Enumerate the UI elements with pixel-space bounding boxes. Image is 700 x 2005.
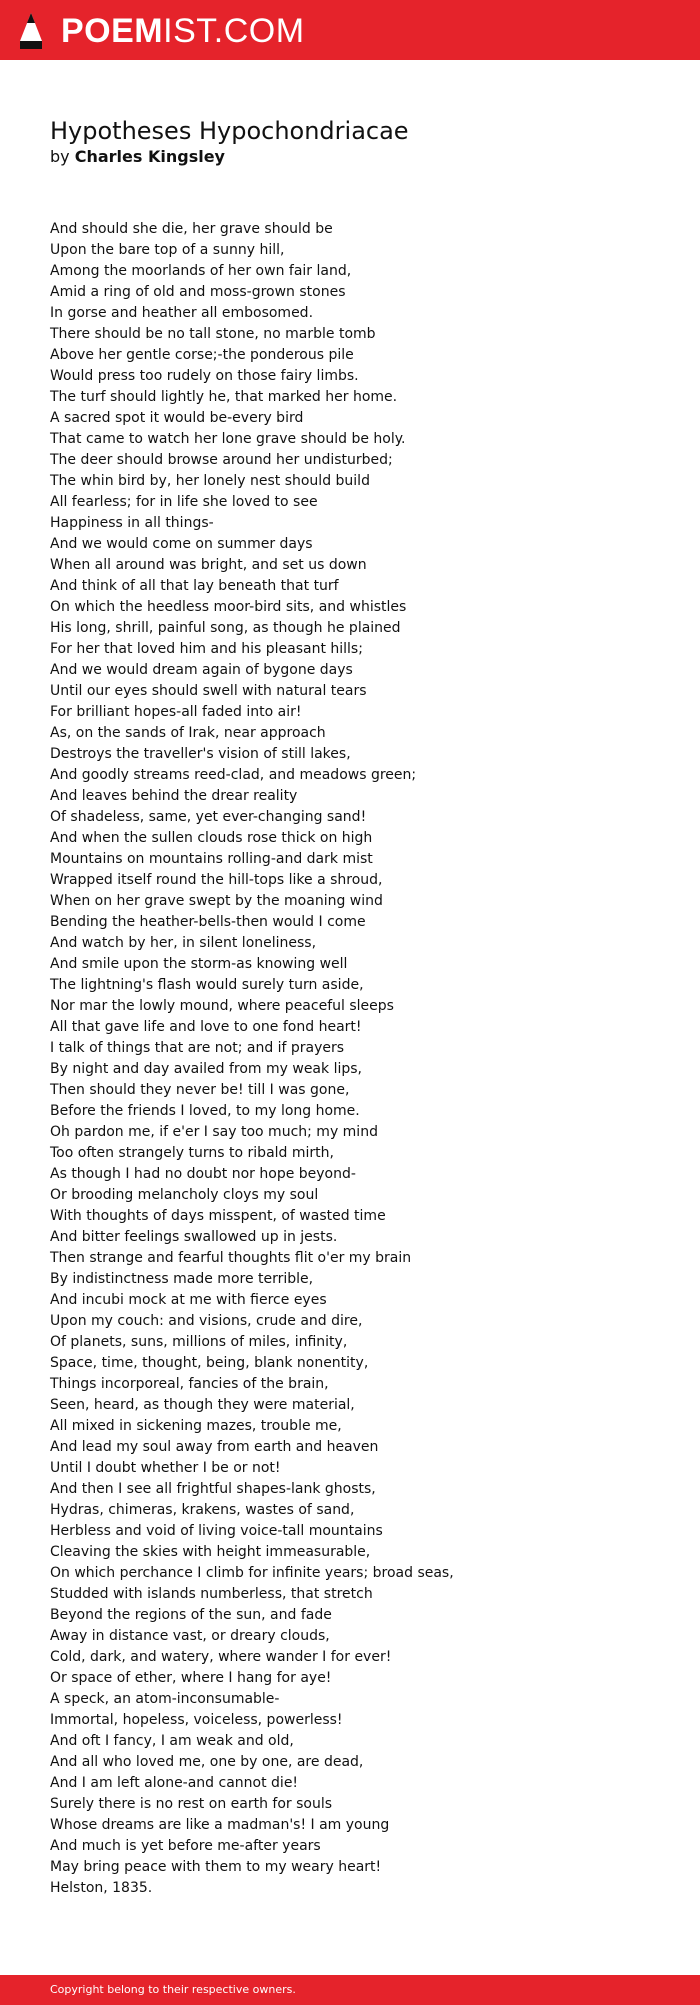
- poem-line: All mixed in sickening mazes, trouble me,: [50, 1418, 342, 1434]
- poem-line: Cold, dark, and watery, where wander I for ever!: [50, 1649, 392, 1665]
- poem-line: And when the sullen clouds rose thick on high: [50, 830, 373, 846]
- copyright-notice: Copyright belong to their respective owners.: [50, 1983, 296, 1996]
- byline: [50, 146, 650, 168]
- poem-line: Too often strangely turns to ribald mirth,: [50, 1145, 334, 1161]
- poem-line: Space, time, thought, being, blank nonentity,: [50, 1355, 369, 1371]
- poem-line: Away in distance vast, or dreary clouds,: [50, 1628, 330, 1644]
- poem-line: And we would dream again of bygone days: [50, 662, 353, 678]
- poem-line: In gorse and heather all embosomed.: [50, 305, 314, 321]
- poem-line: Beyond the regions of the sun, and fade: [50, 1607, 332, 1623]
- poem-line: All that gave life and love to one fond heart!: [50, 1019, 362, 1035]
- poem-line: And oft I fancy, I am weak and old,: [50, 1733, 294, 1749]
- poem-heading: [50, 116, 650, 168]
- poem-line: Wrapped itself round the hill-tops like a shroud,: [50, 872, 383, 888]
- poem-line: I talk of things that are not; and if prayers: [50, 1040, 345, 1056]
- poem-line: And lead my soul away from earth and heaven: [50, 1439, 379, 1455]
- poem-line: For brilliant hopes-all faded into air!: [50, 704, 302, 720]
- poem-line: And smile upon the storm-as knowing well: [50, 956, 348, 972]
- poem-line: All fearless; for in life she loved to see: [50, 494, 318, 510]
- poem-line: Upon the bare top of a sunny hill,: [50, 242, 285, 258]
- poem-line: Amid a ring of old and moss-grown stones: [50, 284, 346, 300]
- poem-line: Would press too rudely on those fairy limbs.: [50, 368, 359, 384]
- poem-line: With thoughts of days misspent, of wasted time: [50, 1208, 386, 1224]
- poem-line: Then should they never be! till I was gone,: [50, 1082, 350, 1098]
- poem-line: Of shadeless, same, yet ever-changing sand!: [50, 809, 367, 825]
- poem-line: Happiness in all things-: [50, 515, 214, 531]
- poem-line: By indistinctness made more terrible,: [50, 1271, 314, 1287]
- poem-line: Helston, 1835.: [50, 1880, 153, 1896]
- poem-line: Before the friends I loved, to my long home.: [50, 1103, 360, 1119]
- poem-line: Hydras, chimeras, krakens, wastes of sand,: [50, 1502, 355, 1518]
- poem-line: The whin bird by, her lonely nest should build: [50, 473, 370, 489]
- poem-line: Above her gentle corse;-the ponderous pile: [50, 347, 354, 363]
- poem-line: As though I had no doubt nor hope beyond-: [50, 1166, 356, 1182]
- poem-line: And then I see all frightful shapes-lank ghosts,: [50, 1481, 376, 1497]
- poem-line: Nor mar the lowly mound, where peaceful sleeps: [50, 998, 394, 1014]
- poem-line: Until our eyes should swell with natural tears: [50, 683, 367, 699]
- poem-line: Or space of ether, where I hang for aye!: [50, 1670, 332, 1686]
- poem-line: For her that loved him and his pleasant hills;: [50, 641, 363, 657]
- poem-line: Whose dreams are like a madman's! I am young: [50, 1817, 390, 1833]
- site-logo-text: [61, 11, 305, 51]
- poem-line: And we would come on summer days: [50, 536, 313, 552]
- byline-prefix: by: [50, 147, 70, 166]
- logo-text-strong: POEM: [61, 12, 164, 50]
- poem-line: Then strange and fearful thoughts flit o'er my brain: [50, 1250, 412, 1266]
- poem-line: By night and day availed from my weak lips,: [50, 1061, 362, 1077]
- poem-line: His long, shrill, painful song, as though he plained: [50, 620, 401, 636]
- logo-text-light: IST.COM: [163, 12, 305, 50]
- poem-line: And goodly streams reed-clad, and meadows green;: [50, 767, 417, 783]
- poem-line: Bending the heather-bells-then would I come: [50, 914, 366, 930]
- author-name[interactable]: Charles Kingsley: [74, 147, 225, 166]
- poem-line: And should she die, her grave should be: [50, 221, 333, 237]
- poem-body: [50, 219, 670, 1899]
- poem-line: Cleaving the skies with height immeasurable,: [50, 1544, 371, 1560]
- poem-line: The lightning's flash would surely turn aside,: [50, 977, 364, 993]
- poem-line: Of planets, suns, millions of miles, infinity,: [50, 1334, 348, 1350]
- poem-line: And think of all that lay beneath that turf: [50, 578, 339, 594]
- poem-line: And leaves behind the drear reality: [50, 788, 298, 804]
- pencil-tip-icon: [17, 11, 45, 51]
- poem-line: Upon my couch: and visions, crude and dire,: [50, 1313, 363, 1329]
- poem-line: Herbless and void of living voice-tall mountains: [50, 1523, 383, 1539]
- poem-line: Mountains on mountains rolling-and dark mist: [50, 851, 373, 867]
- poem-line: Or brooding melancholy cloys my soul: [50, 1187, 319, 1203]
- poem-line: Immortal, hopeless, voiceless, powerless!: [50, 1712, 343, 1728]
- poem-title: Hypotheses Hypochondriacae: [50, 117, 409, 145]
- site-footer: [0, 1975, 700, 2005]
- poem-line: That came to watch her lone grave should be holy.: [50, 431, 406, 447]
- poem-line: Things incorporeal, fancies of the brain,: [50, 1376, 329, 1392]
- poem-line: On which perchance I climb for infinite years; broad seas,: [50, 1565, 454, 1581]
- poem-line: Surely there is no rest on earth for souls: [50, 1796, 333, 1812]
- poem-line: The turf should lightly he, that marked her home.: [50, 389, 398, 405]
- poem-line: A sacred spot it would be-every bird: [50, 410, 304, 426]
- poem-line: When on her grave swept by the moaning wind: [50, 893, 383, 909]
- poem-line: Seen, heard, as though they were material,: [50, 1397, 355, 1413]
- poem-line: And incubi mock at me with fierce eyes: [50, 1292, 327, 1308]
- poem-line: May bring peace with them to my weary heart!: [50, 1859, 382, 1875]
- poem-line: A speck, an atom-inconsumable-: [50, 1691, 280, 1707]
- poem-line: Studded with islands numberless, that stretch: [50, 1586, 373, 1602]
- site-header: [0, 0, 700, 60]
- poem-line: And bitter feelings swallowed up in jests.: [50, 1229, 338, 1245]
- poem-line: And much is yet before me-after years: [50, 1838, 321, 1854]
- poem-line: The deer should browse around her undisturbed;: [50, 452, 393, 468]
- poem-line: There should be no tall stone, no marble tomb: [50, 326, 376, 342]
- poem-line: And watch by her, in silent loneliness,: [50, 935, 317, 951]
- poem-line: And all who loved me, one by one, are dead,: [50, 1754, 364, 1770]
- site-logo[interactable]: [17, 11, 305, 51]
- poem-line: As, on the sands of Irak, near approach: [50, 725, 326, 741]
- poem-line: Until I doubt whether I be or not!: [50, 1460, 281, 1476]
- poem-line: Oh pardon me, if e'er I say too much; my mind: [50, 1124, 378, 1140]
- poem-line: When all around was bright, and set us down: [50, 557, 367, 573]
- poem-line: Destroys the traveller's vision of still lakes,: [50, 746, 351, 762]
- poem-line: And I am left alone-and cannot die!: [50, 1775, 299, 1791]
- poem-line: On which the heedless moor-bird sits, and whistles: [50, 599, 407, 615]
- poem-line: Among the moorlands of her own fair land,: [50, 263, 352, 279]
